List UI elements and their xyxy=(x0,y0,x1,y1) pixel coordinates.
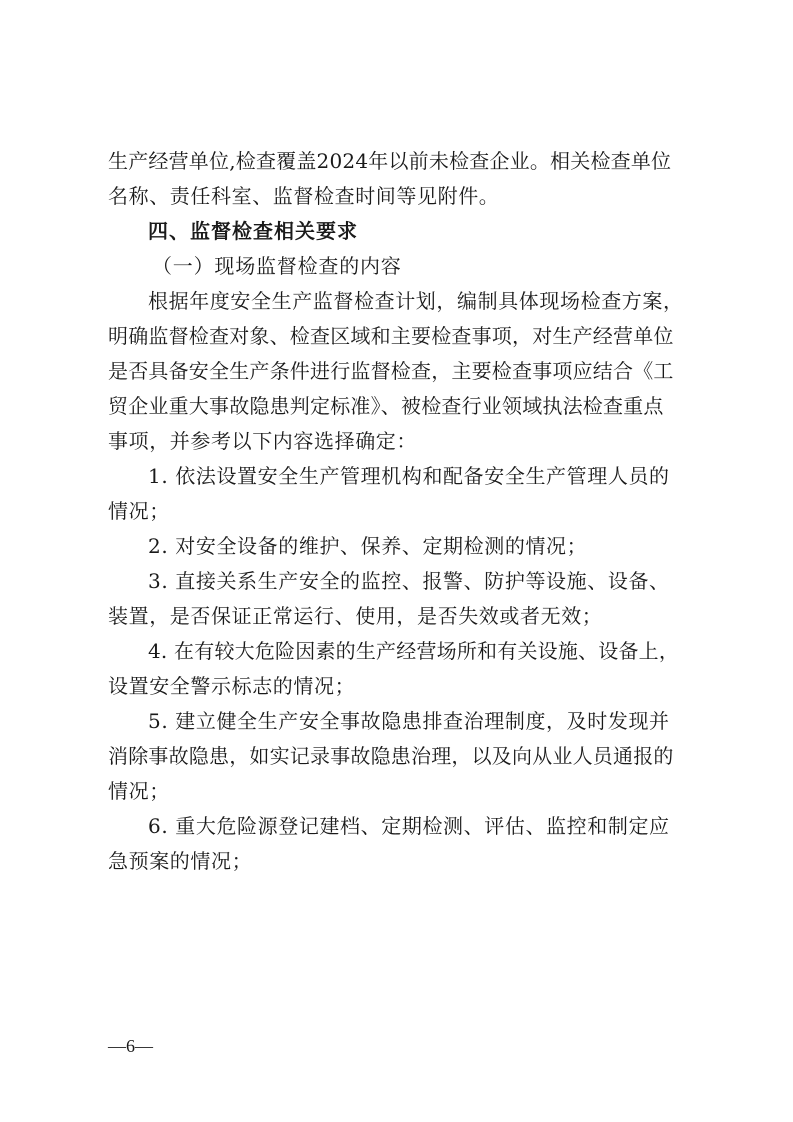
body-line: 急预案的情况； xyxy=(108,849,253,873)
body-line: 消除事故隐患，如实记录事故隐患治理，以及向从业人员通报的 xyxy=(108,744,674,768)
list-item-2: 2. 对安全设备的维护、保养、定期检测的情况； xyxy=(148,534,588,558)
body-line: 是否具备安全生产条件进行监督检查，主要检查事项应结合《工 xyxy=(108,359,674,383)
list-item-6: 6. 重大危险源登记建档、定期检测、评估、监控和制定应 xyxy=(148,814,670,838)
section-heading: 四、监督检查相关要求 xyxy=(148,219,358,243)
subsection-heading: （一）现场监督检查的内容 xyxy=(152,254,402,278)
body-line: 情况； xyxy=(108,779,170,803)
body-line: 名称、责任科室、监督检查时间等见附件。 xyxy=(108,184,500,208)
body-line: 明确监督检查对象、检查区域和主要检查事项，对生产经营单位 xyxy=(108,324,674,348)
page-number: —6— xyxy=(108,1036,153,1056)
body-line: 设置安全警示标志的情况； xyxy=(108,674,356,698)
body-line: 根据年度安全生产监督检查计划，编制具体现场检查方案， xyxy=(148,289,684,313)
body-line: 情况； xyxy=(108,499,170,523)
list-item-1: 1. 依法设置安全生产管理机构和配备安全生产管理人员的 xyxy=(148,464,670,488)
list-item-5: 5. 建立健全生产安全事故隐患排查治理制度，及时发现并 xyxy=(148,709,670,733)
list-item-3: 3. 直接关系生产安全的监控、报警、防护等设施、设备、 xyxy=(148,569,670,593)
body-line: 贸企业重大事故隐患判定标准》、被检查行业领域执法检查重点 xyxy=(108,394,664,418)
body-line: 事项，并参考以下内容选择确定： xyxy=(108,429,417,453)
body-line: 装置，是否保证正常运行、使用，是否失效或者无效； xyxy=(108,604,603,628)
body-line: 生产经营单位,检查覆盖2024年以前未检查企业。相关检查单位 xyxy=(108,149,672,173)
list-item-4: 4. 在有较大危险因素的生产经营场所和有关设施、设备上， xyxy=(148,639,680,663)
document-body xyxy=(108,144,698,879)
